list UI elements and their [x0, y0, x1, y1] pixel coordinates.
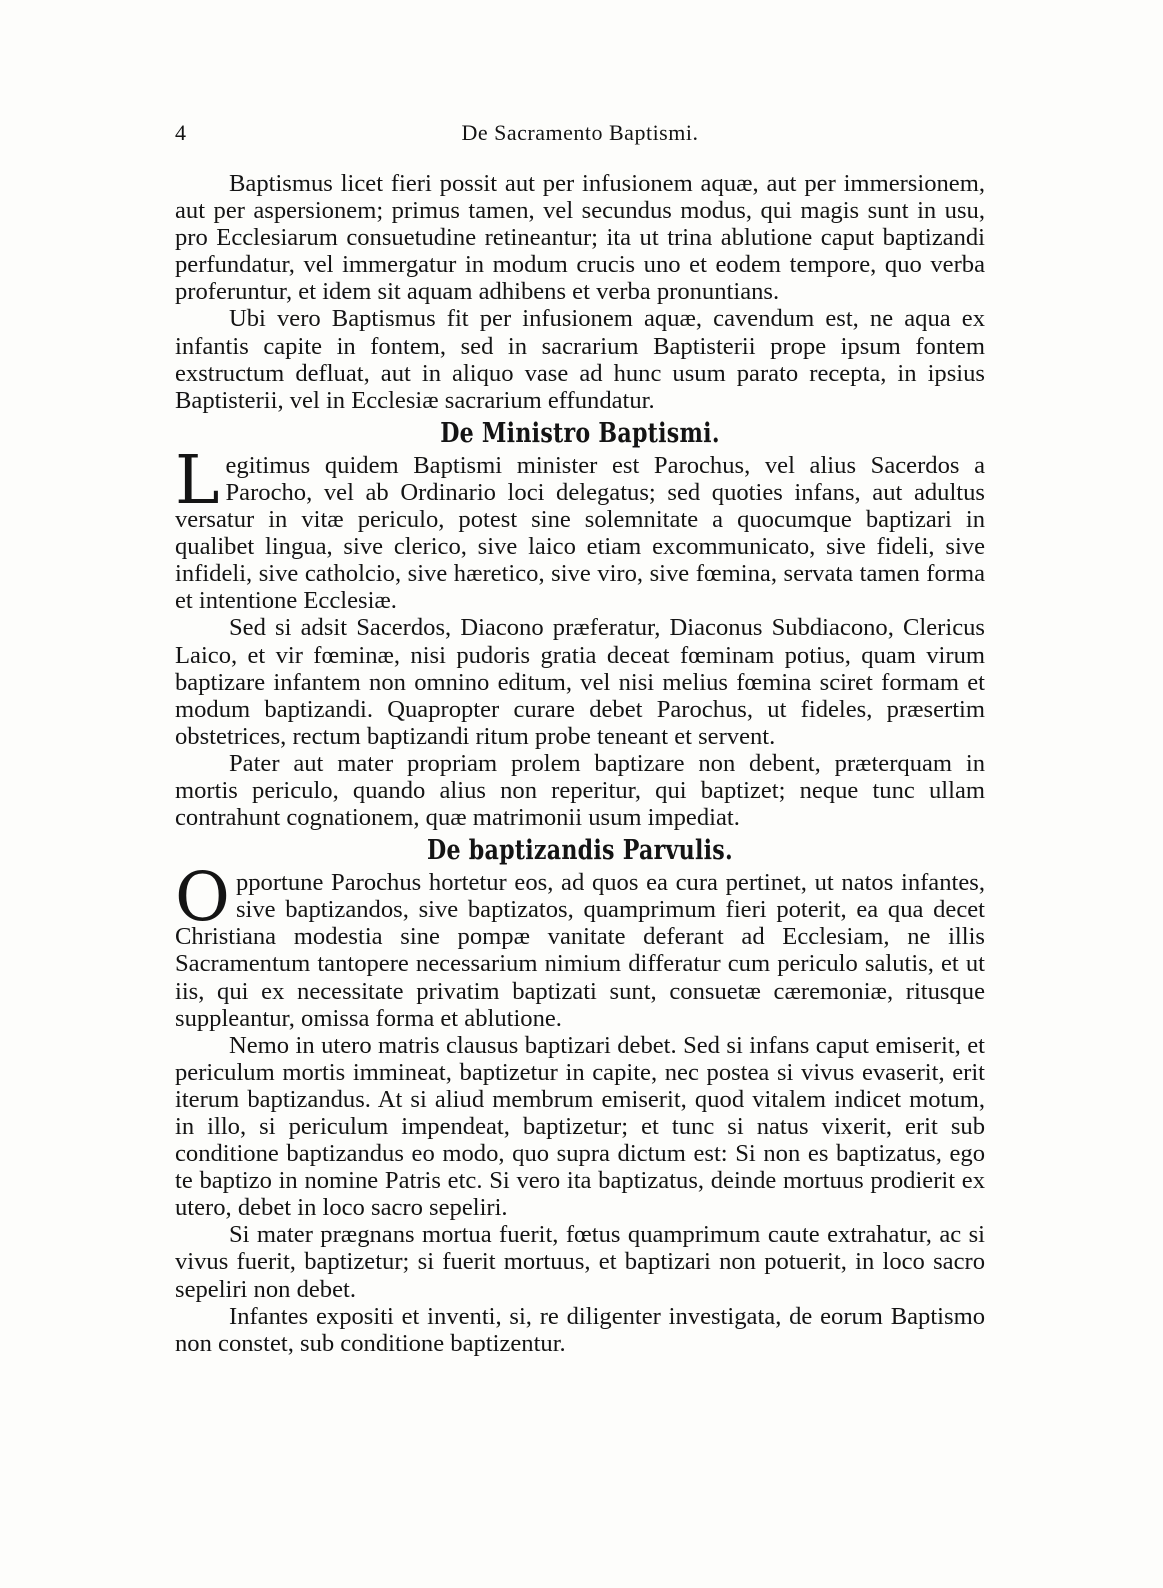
- paragraph-mater-praegnans: Si mater prægnans mortua fuerit, fœtus quamprimum caute extrahatur, ac si vivus fuerit, baptizetur; si fuerit mortuus, et baptizari non potuerit, in loco sacro sepeliri non debet.: [175, 1221, 985, 1303]
- page-header: [175, 120, 985, 150]
- dropcap-O: O: [175, 858, 230, 937]
- paragraph-infantes-expositi: Infantes expositi et inventi, si, re diligenter investigata, de eorum Baptismo non constet, sub conditione baptizentur.: [175, 1302, 985, 1357]
- paragraph-legitimus-minister: [175, 440, 985, 615]
- paragraph-text: egitimus quidem Baptismi minister est Parochus, vel alius Sacerdos a Parocho, vel ab Ordinario loci delegatus; sed quoties infans, aut adultus versatur in vitæ periculo, potest sine solemnitate a quocumque baptizari in qualibet lingua, sive clerico, sive laico etiam excommunicato, sive fideli, sive infideli, sive catholcio, sive hæretico, sive viro, sive fœmina, servata tamen forma et intentione Ecclesiæ.: [175, 451, 985, 615]
- paragraph-sacerdos-precedence: Sed si adsit Sacerdos, Diacono præferatur, Diaconus Subdiacono, Clericus Laico, et vir fœminæ, nisi pudoris gratia deceat fœminam potius, quam virum baptizare infantem non omnino editum, vel nisi melius fœmina sciret formam et modum baptizandi. Quapropter curare debet Parochus, ut fideles, præsertim obstetrices, rectum baptizandi ritum probe teneant et servent.: [175, 614, 985, 750]
- page-number: 4: [175, 120, 186, 145]
- paragraph-text: pportune Parochus hortetur eos, ad quos ea cura pertinet, ut natos infantes, sive baptizandos, sive baptizatos, quamprimum fieri poterit, ea qua decet Christiana modestia sine pompæ vanitate deferant ad Ecclesiam, ne illis Sacramentum tantopere necessarium nimium differatur cum periculo salutis, et ut iis, qui ex necessitate privatim baptizati sunt, consuetæ cæremoniæ, ritusque suppleantur, omissa forma et ablutione.: [175, 869, 985, 1032]
- dropcap-L: L: [175, 440, 220, 519]
- heading-de-parvulis: De baptizandis Parvulis.: [427, 835, 733, 867]
- paragraph-pater-mater: Pater aut mater propriam prolem baptizare non debent, præterquam in mortis periculo, quando alius non reperitur, qui baptizet; neque tunc ullam contrahunt cognationem, quæ matrimonii usum impediat.: [175, 749, 985, 832]
- heading-de-ministro: De Ministro Baptismi.: [440, 417, 720, 449]
- page-body: [175, 170, 985, 1357]
- paragraph-opportune-parochus: [175, 858, 985, 1032]
- paragraph-infusion-water: Ubi vero Baptismus fit per infusionem aquæ, cavendum est, ne aqua ex infantis capite in fontem, sed in sacrarium Baptisterii prope ipsum fontem exstructum defluat, aut in aliquo vase ad hunc usum parato recepta, in ipsius Baptisterii, vel in Ecclesiæ sacrarium effundatur.: [175, 305, 985, 414]
- running-title: De Sacramento Baptismi.: [461, 120, 699, 145]
- paragraph-baptismus-modes: Baptismus licet fieri possit aut per infusionem aquæ, aut per immersionem, aut per aspersionem; primus tamen, vel secundus modus, qui magis sunt in usu, pro Ecclesiarum consuetudine retineantur; ita ut trina ablutione caput baptizandi perfundatur, vel immergatur in modum crucis uno et eodem tempore, quo verba proferuntur, et idem sit aquam adhibens et verba pronuntians.: [175, 170, 985, 306]
- paragraph-nemo-in-utero: Nemo in utero matris clausus baptizari debet. Sed si infans caput emiserit, et periculum mortis immineat, baptizetur in capite, nec postea si vivus evaserit, erit iterum baptizandus. At si aliud membrum emiserit, quod vitalem indicet motum, in illo, si periculum impendeat, baptizetur; et tunc si natus vixerit, erit sub conditione baptizandus eo modo, quo supra dictum est: Si non es baptizatus, ego te baptizo in nomine Patris etc. Si vero ita baptizatus, deinde mortuus prodierit ex utero, debet in loco sacro sepeliri.: [175, 1031, 985, 1222]
